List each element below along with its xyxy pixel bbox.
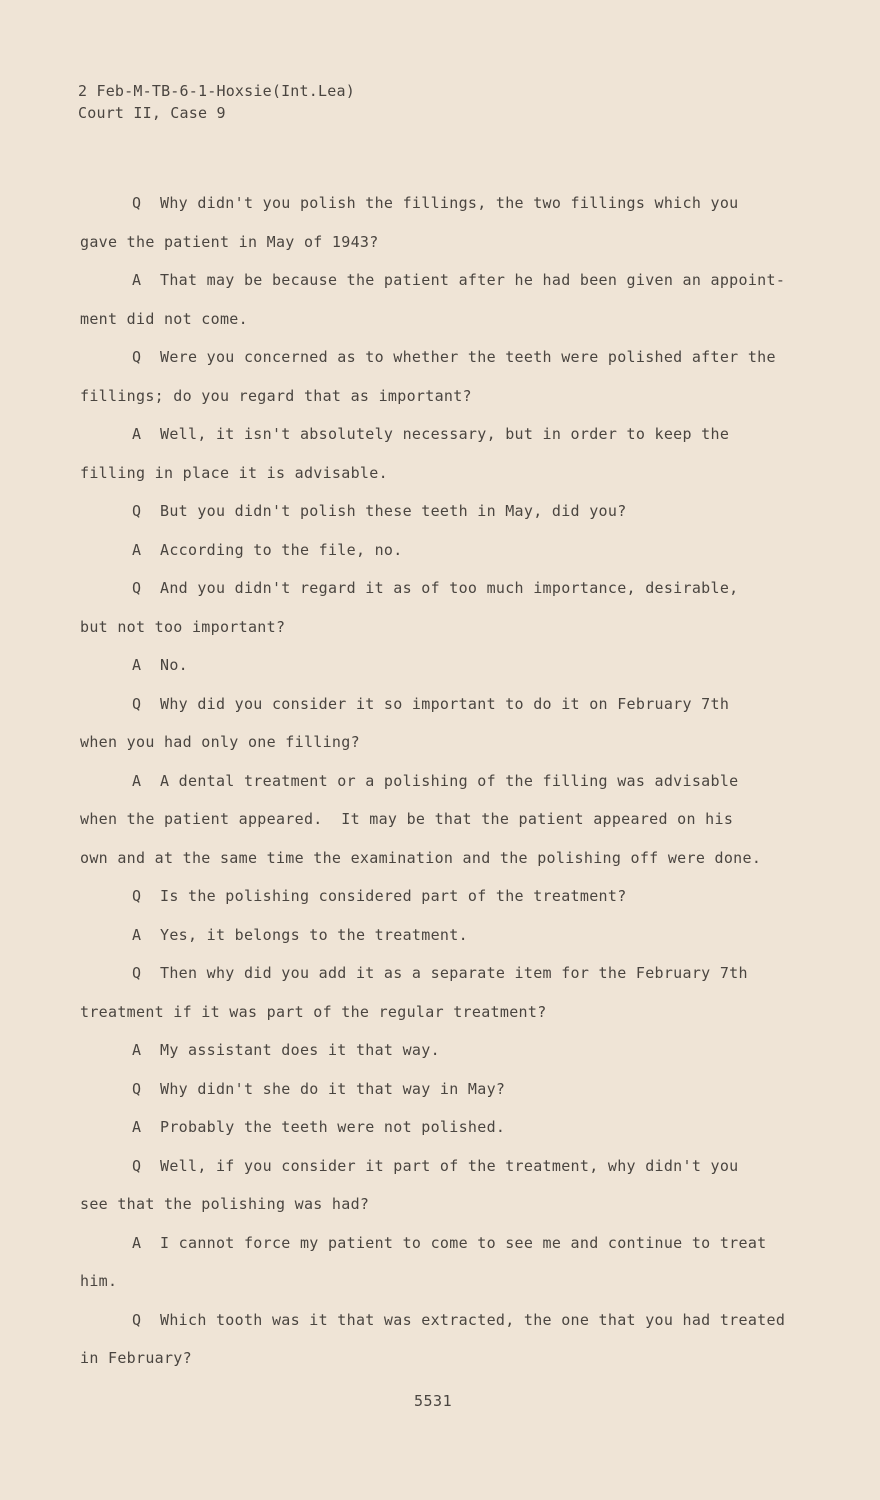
transcript-line: when you had only one filling? [80, 733, 360, 751]
transcript-line: Q Is the polishing considered part of the treatment? [132, 887, 627, 905]
transcript-line: in February? [80, 1349, 192, 1367]
transcript-line: Q Why didn't she do it that way in May? [132, 1079, 506, 1098]
transcript-body [80, 184, 810, 1378]
transcript-line: A My assistant does it that way. [132, 1041, 440, 1059]
transcript-line: Q Why did you consider it so important to do it on February 7th [132, 694, 730, 713]
transcript-line: Q Which tooth was it that was extracted, the one that you had treated [132, 1310, 786, 1329]
transcript-line: when the patient appeared. It may be that the patient appeared on his [80, 810, 734, 828]
transcript-line: A Probably the teeth were not polished. [132, 1118, 506, 1136]
transcript-line: A I cannot force my patient to come to see me and continue to treat [132, 1233, 767, 1252]
transcript-line: ment did not come. [80, 309, 248, 328]
transcript-line: see that the polishing was had? [80, 1195, 370, 1213]
transcript-line: Q Were you concerned as to whether the teeth were polished after the [132, 348, 776, 366]
transcript-line: but not too important? [80, 617, 286, 636]
transcript-line: Q And you didn't regard it as of too much importance, desirable, [132, 579, 739, 597]
transcript-line: A Yes, it belongs to the treatment. [132, 925, 468, 944]
transcript-line: Q But you didn't polish these teeth in May, did you? [132, 502, 627, 520]
transcript-line: him. [80, 1272, 118, 1290]
transcript-line: A According to the file, no. [132, 540, 403, 559]
transcript-line: treatment if it was part of the regular treatment? [80, 1002, 547, 1021]
page-number: 5531 [414, 1392, 453, 1410]
transcript-line: A Well, it isn't absolutely necessary, but in order to keep the [132, 425, 730, 443]
document-header [78, 80, 355, 124]
transcript-line: fillings; do you regard that as important? [80, 386, 472, 405]
transcript-line: A That may be because the patient after he had been given an appoint- [132, 271, 786, 289]
transcript-line: Q Well, if you consider it part of the treatment, why didn't you [132, 1156, 739, 1175]
transcript-line: Q Why didn't you polish the fillings, the two fillings which you [132, 194, 739, 212]
header-reference-line: 2 Feb-M-TB-6-1-Hoxsie(Int.Lea) [78, 82, 355, 100]
transcript-line: own and at the same time the examination and the polishing off were done. [80, 848, 762, 867]
header-court-case-line: Court II, Case 9 [78, 104, 226, 122]
transcript-line: A No. [132, 656, 188, 674]
transcript-line: Q Then why did you add it as a separate item for the February 7th [132, 964, 748, 982]
transcript-line: filling in place it is advisable. [80, 463, 388, 482]
transcript-line: A A dental treatment or a polishing of the filling was advisable [132, 771, 739, 790]
transcript-line: gave the patient in May of 1943? [80, 232, 379, 251]
